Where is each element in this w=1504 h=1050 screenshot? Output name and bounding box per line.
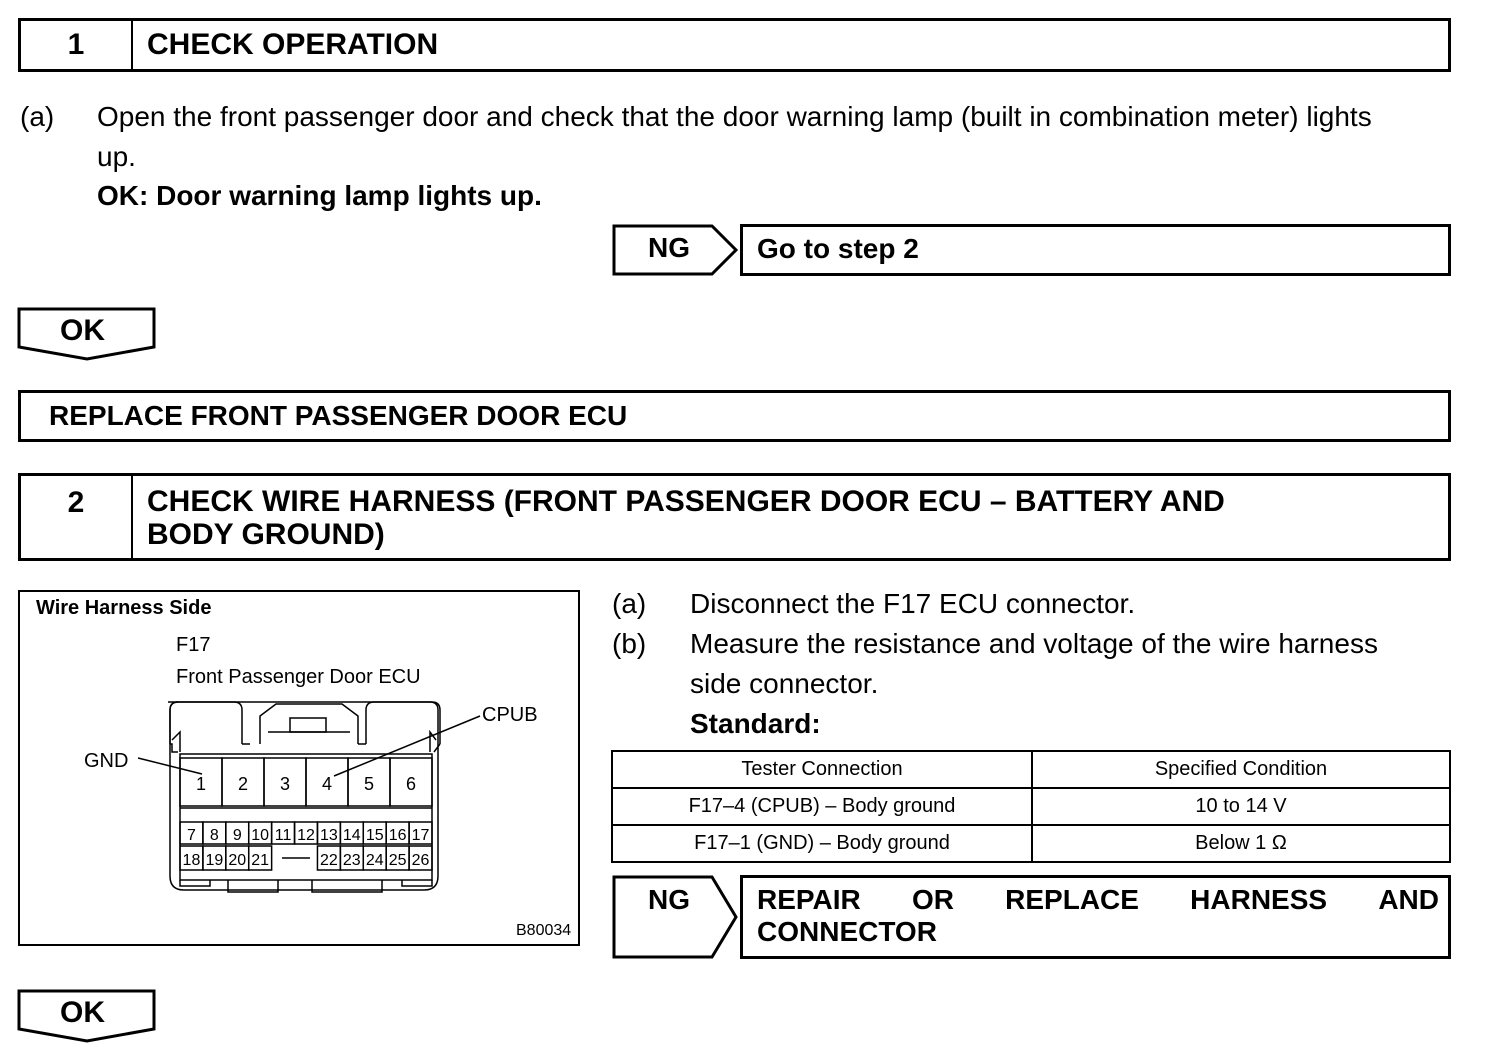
pin-number: 12 — [297, 827, 315, 844]
step-title: CHECK OPERATION — [147, 28, 439, 61]
step-1-header — [18, 18, 1451, 72]
ng-label: NG — [648, 884, 690, 915]
pin-number: 19 — [205, 852, 224, 869]
pin-number: 18 — [182, 852, 201, 869]
step-number: 1 — [21, 21, 133, 69]
step-1-a-text-line2: up. — [97, 141, 136, 172]
connector-name: Front Passenger Door ECU — [176, 666, 421, 688]
pin-number: 9 — [232, 827, 242, 844]
table-header: Specified Condition — [1032, 751, 1450, 788]
label-cpub: CPUB — [482, 704, 538, 726]
ng-result-box — [740, 875, 1451, 959]
step-2-b-text-line2: side connector. — [690, 668, 879, 699]
table-header-row — [612, 751, 1450, 788]
step-2-b-text-line1: Measure the resistance and voltage of the wire harness — [690, 628, 1378, 659]
ng-result-word: OR — [911, 884, 954, 915]
pin-number: 4 — [321, 774, 333, 794]
pin-number: 10 — [251, 827, 270, 844]
pin-number: 1 — [195, 774, 207, 794]
pin-number: 11 — [274, 827, 292, 844]
label-gnd: GND — [84, 750, 129, 772]
pin-number: 16 — [388, 827, 407, 844]
ng-result-line2: CONNECTOR — [757, 916, 937, 947]
pin-number: 15 — [365, 827, 384, 844]
standard-table — [611, 750, 1451, 863]
pin-number: 13 — [320, 827, 338, 844]
pin-number: 25 — [388, 852, 407, 869]
standard-label: Standard: — [690, 708, 821, 739]
connector-drawing — [20, 592, 580, 946]
step-1-a-text-line1: Open the front passenger door and check that the door warning lamp (built in combination meter) lights — [97, 101, 1372, 132]
step-2-a-text: Disconnect the F17 ECU connector. — [690, 588, 1136, 619]
ng-label: NG — [648, 232, 690, 263]
replace-text: REPLACE FRONT PASSENGER DOOR ECU — [49, 400, 628, 431]
step-2-header — [18, 473, 1451, 561]
ng-result-text: Go to step 2 — [757, 233, 919, 264]
ng-result-box — [740, 224, 1451, 276]
step-title — [133, 476, 1448, 558]
table-cell: 10 to 14 V — [1032, 788, 1450, 825]
ng-result-line1 — [757, 884, 1439, 916]
ng-result-word: REPAIR — [757, 884, 861, 915]
step-title-line1: CHECK WIRE HARNESS (FRONT PASSENGER DOOR ECU – BATTERY AND — [147, 485, 1225, 518]
ok-label: OK — [60, 314, 105, 347]
ok-condition: OK: Door warning lamp lights up. — [97, 180, 542, 211]
ok-label: OK — [60, 996, 105, 1029]
pin-number: 26 — [411, 852, 430, 869]
step-number: 2 — [21, 476, 133, 558]
connector-id: F17 — [176, 634, 211, 656]
table-row — [612, 825, 1450, 862]
step-title-line2: BODY GROUND) — [147, 518, 385, 551]
pin-number: 24 — [365, 852, 384, 869]
step-2-b-marker: (b) — [612, 628, 647, 659]
pin-number: 8 — [209, 827, 219, 844]
pin-number: 3 — [279, 774, 291, 794]
pin-number: 14 — [342, 827, 361, 844]
pin-number: 7 — [187, 827, 196, 844]
pin-number: 22 — [320, 852, 338, 869]
pin-number: 23 — [342, 852, 361, 869]
step-2-a-marker: (a) — [612, 588, 647, 619]
ng-result-word: REPLACE — [1005, 884, 1139, 915]
ng-result-word: HARNESS — [1190, 884, 1328, 915]
table-header: Tester Connection — [612, 751, 1032, 788]
pin-number: 6 — [405, 774, 417, 794]
figure-code: B80034 — [516, 922, 572, 939]
step-1-a-marker: (a) — [20, 101, 55, 132]
connector-diagram — [18, 590, 580, 946]
pin-number: 2 — [237, 774, 249, 794]
pin-number: 5 — [363, 774, 375, 794]
replace-box — [18, 390, 1451, 442]
ng-result-word: AND — [1378, 884, 1439, 915]
table-row — [612, 788, 1450, 825]
pin-number: 17 — [411, 827, 430, 844]
table-cell: F17–4 (CPUB) – Body ground — [612, 788, 1032, 825]
pin-number: 20 — [228, 852, 247, 869]
diagram-title: Wire Harness Side — [36, 597, 212, 619]
pin-number: 21 — [251, 852, 270, 869]
table-cell: Below 1 Ω — [1032, 825, 1450, 862]
table-cell: F17–1 (GND) – Body ground — [612, 825, 1032, 862]
